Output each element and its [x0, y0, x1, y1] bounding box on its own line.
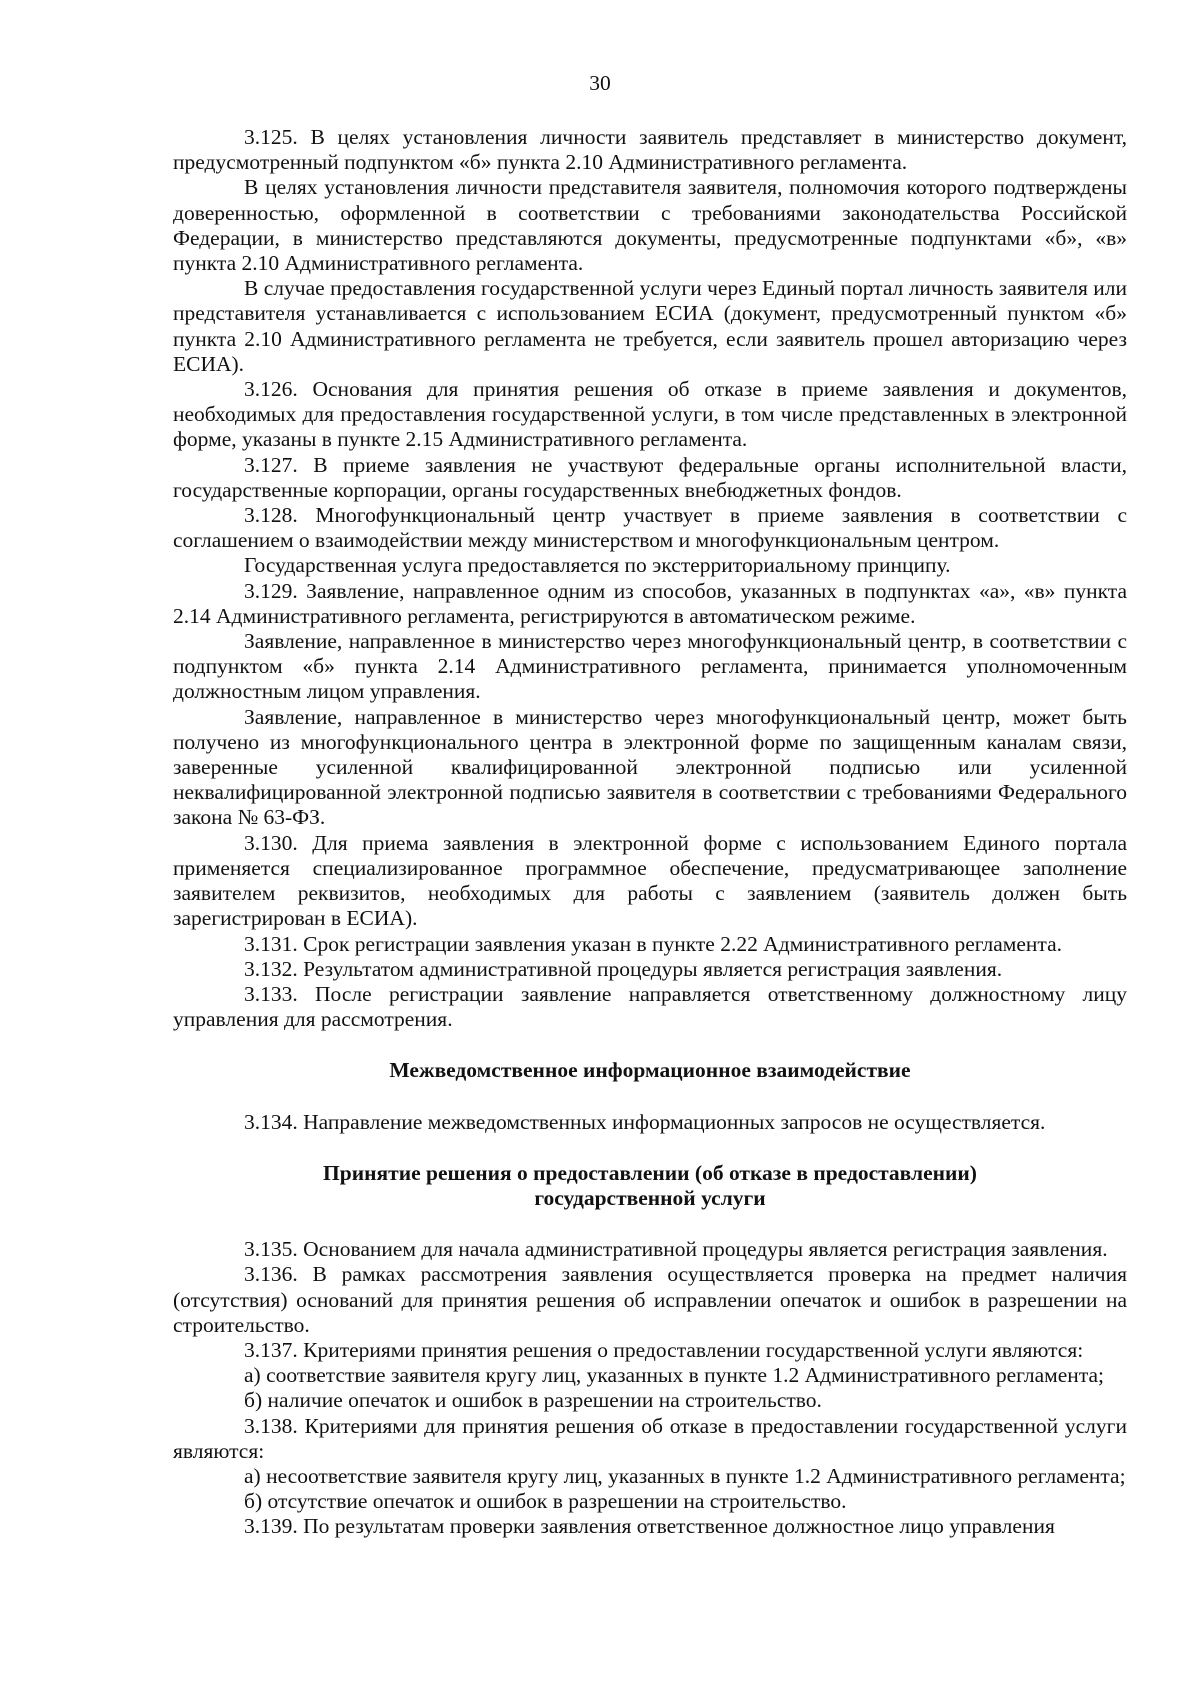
document-body: [173, 125, 1127, 1540]
section-heading-interagency: Межведомственное информационное взаимодействие: [389, 1058, 911, 1083]
paragraph-mfc-application: Заявление, направленное в министерство через многофункциональный центр, в соответствии с подпунктом «б» пункта 2.14 Административного регламента, принимается уполномоченным должностным лицом управления.: [173, 629, 1127, 704]
paragraph-3-129: 3.129. Заявление, направленное одним из способов, указанных в подпунктах «а», «в» пункта 2.14 Административного регламента, регистрируются в автоматическом режиме.: [173, 578, 1127, 628]
paragraph-3-127: 3.127. В приеме заявления не участвуют федеральные органы исполнительной власти, государственные корпорации, органы государственных внебюджетных фондов.: [173, 452, 1127, 502]
paragraph-3-131: 3.131. Срок регистрации заявления указан в пункте 2.22 Административного регламента.: [244, 931, 1062, 956]
paragraph-3-126: 3.126. Основания для принятия решения об отказе в приеме заявления и документов, необходимых для предоставления государственной услуги, в том числе представленных в электронной форме, указаны в пункте 2.15 Административного регламента.: [173, 377, 1127, 452]
paragraph-3-137: 3.137. Критериями принятия решения о предоставлении государственной услуги являются:: [244, 1337, 1084, 1362]
paragraph-esia-identity: В случае предоставления государственной услуги через Единый портал личность заявителя или представителя устанавливается с использованием ЕСИА (документ, предусмотренный пунктом «б» пункта 2.10 Административного регламента не требуется, если заявитель прошел авторизацию через ЕСИА).: [173, 276, 1127, 376]
list-item-3-137-b: б) наличие опечаток и ошибок в разрешении на строительство.: [244, 1388, 822, 1413]
paragraph-representative-identity: В целях установления личности представителя заявителя, полномочия которого подтверждены доверенностью, оформленной в соответствии с требованиями законодательства Российской Федерации, в министерство представляются документы, предусмотренные подпунктами «б», «в» пункта 2.10 Административного регламента.: [173, 175, 1127, 276]
paragraph-3-130: 3.130. Для приема заявления в электронной форме с использованием Единого портала применяется специализированное программное обеспечение, предусматривающее заполнение заявителем реквизитов, необходимых для работы с заявлением (заявитель должен быть зарегистрирован в ЕСИА).: [173, 830, 1127, 931]
paragraph-extraterritorial: Государственная услуга предоставляется по экстерриториальному принципу.: [244, 553, 951, 578]
paragraph-3-134: 3.134. Направление межведомственных информационных запросов не осуществляется.: [244, 1109, 1046, 1134]
list-item-3-138-b: б) отсутствие опечаток и ошибок в разрешении на строительство.: [244, 1489, 847, 1514]
page-number: 30: [589, 71, 611, 95]
paragraph-3-128: 3.128. Многофункциональный центр участвует в приеме заявления в соответствии с соглашением о взаимодействии между министерством и многофункциональным центром.: [173, 503, 1127, 553]
paragraph-3-135: 3.135. Основанием для начала административной процедуры является регистрация заявления.: [244, 1237, 1108, 1262]
list-item-3-138-a: а) несоответствие заявителя кругу лиц, указанных в пункте 1.2 Административного регламента;: [244, 1463, 1126, 1488]
paragraph-3-139: 3.139. По результатам проверки заявления ответственное должностное лицо управления: [244, 1514, 1055, 1539]
section-heading-decision-line2: государственной услуги: [534, 1185, 766, 1210]
paragraph-mfc-electronic: Заявление, направленное в министерство через многофункциональный центр, может быть получено из многофункционального центра в электронной форме по защищенным каналам связи, заверенные усиленной квалифицированной электронной подписью или усиленной неквалифицированной электронной подписью заявителя в соответствии с требованиями Федерального закона № 63-ФЗ.: [173, 704, 1127, 830]
section-heading-decision-line1: Принятие решения о предоставлении (об отказе в предоставлении): [323, 1160, 977, 1185]
paragraph-3-133: 3.133. После регистрации заявление направляется ответственному должностному лицу управления для рассмотрения.: [173, 981, 1127, 1032]
paragraph-3-125: 3.125. В целях установления личности заявитель представляет в министерство документ, предусмотренный подпунктом «б» пункта 2.10 Административного регламента.: [173, 125, 1127, 175]
paragraph-3-136: 3.136. В рамках рассмотрения заявления осуществляется проверка на предмет наличия (отсутствия) оснований для принятия решения об исправлении опечаток и ошибок в разрешении на строительство.: [173, 1262, 1127, 1337]
paragraph-3-132: 3.132. Результатом административной процедуры является регистрация заявления.: [244, 956, 1003, 981]
paragraph-3-138: 3.138. Критериями для принятия решения об отказе в предоставлении государственной услуги являются:: [173, 1413, 1127, 1463]
section-heading-decision: [173, 1161, 1127, 1211]
list-item-3-137-a: а) соответствие заявителя кругу лиц, указанных в пункте 1.2 Административного регламента;: [244, 1363, 1104, 1388]
